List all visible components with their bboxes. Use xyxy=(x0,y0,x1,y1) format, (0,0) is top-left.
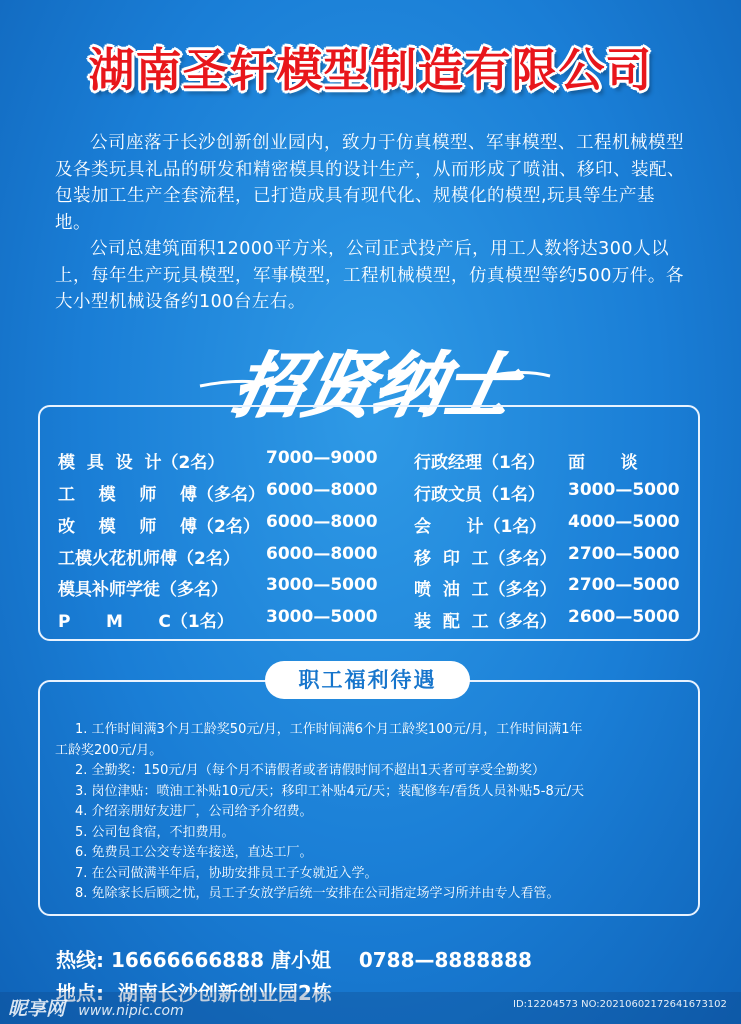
recruit-heading-text: 招贤纳士 xyxy=(226,344,524,427)
job-right-name: 喷 油 工（多名） xyxy=(414,580,557,600)
job-row xyxy=(58,575,698,599)
job-right-name: 移 印 工（多名） xyxy=(414,549,557,569)
job-left-salary: 6000—8000 xyxy=(266,544,378,564)
benefit-item: 6. 免费员工公交专送车接送，直达工厂。 xyxy=(75,845,313,860)
address: 地点: 湖南长沙创新创业园2栋 xyxy=(56,981,332,1005)
job-right-salary: 3000—5000 xyxy=(568,480,680,500)
image-id-text: ID:12204573 NO:20210602172641673102 xyxy=(513,999,727,1010)
job-row xyxy=(58,544,698,568)
benefit-item: 2. 全勤奖：150元/月（每个月不请假者或者请假时间不超出1天者可享受全勤奖） xyxy=(75,763,545,778)
job-right-name: 行政经理（1名） xyxy=(414,453,545,473)
job-left-salary: 3000—5000 xyxy=(266,607,378,627)
job-right-salary: 4000—5000 xyxy=(568,512,680,532)
company-title: 湖南圣轩模型制造有限公司 xyxy=(88,43,653,97)
job-row xyxy=(58,480,698,504)
benefit-item: 3. 岗位津贴：喷油工补贴10元/天；移印工补贴4元/天；装配修车/看货人员补贴5-8元/天 xyxy=(75,783,585,799)
job-right-salary: 2700—5000 xyxy=(568,544,680,564)
job-left-name: 改 模 师 傅（2名） xyxy=(58,517,260,537)
job-left-name: P M C（1名） xyxy=(58,612,234,632)
watermark-url: www.nipic.com xyxy=(78,1003,184,1019)
job-right-name: 装 配 工（多名） xyxy=(414,612,557,632)
job-left-salary: 6000—8000 xyxy=(266,512,378,532)
job-left-salary: 7000—9000 xyxy=(266,448,378,468)
benefit-item: 工龄奖200元/月。 xyxy=(55,742,163,758)
company-intro xyxy=(55,130,690,316)
intro-paragraph-1: 公司座落于长沙创新创业园内，致力于仿真模型、军事模型、工程机械模型及各类玩具礼品的研发和精密模具的设计生产，从而形成了喷油、移印、装配、包装加工生产全套流程，已打造成具有现代化、规模化的模型,玩具等生产基地。 xyxy=(55,133,685,233)
benefits-title: 职工福利待遇 xyxy=(265,661,470,699)
job-right-name: 会 计（1名） xyxy=(414,517,547,537)
benefits-list xyxy=(55,720,687,905)
job-row xyxy=(58,448,698,472)
job-right-salary: 2700—5000 xyxy=(568,575,680,595)
watermark-logo xyxy=(8,994,184,1021)
job-left-name: 工模火花机师傅（2名） xyxy=(58,549,240,569)
benefit-item: 1. 工作时间满3个月工龄奖50元/月，工作时间满6个月工龄奖100元/月，工作时间满1年 xyxy=(75,722,583,737)
intro-paragraph-2: 公司总建筑面积12000平方米，公司正式投产后，用工人数将达300人以上，每年生产玩具模型，军事模型，工程机械模型，仿真模型等约500万件。各大小型机械设备约100台左右。 xyxy=(55,239,684,312)
benefit-item: 5. 公司包食宿，不扣费用。 xyxy=(75,824,235,840)
job-left-salary: 3000—5000 xyxy=(266,575,378,595)
job-row xyxy=(58,607,698,631)
job-left-name: 模具补师学徒（多名） xyxy=(58,580,228,600)
job-right-salary: 2600—5000 xyxy=(568,607,680,627)
job-right-salary: 面 谈 xyxy=(568,453,638,473)
job-left-salary: 6000—8000 xyxy=(266,480,378,500)
job-left-name: 模 具 设 计（2名） xyxy=(58,453,225,473)
job-left-name: 工 模 师 傅（多名） xyxy=(58,485,266,505)
watermark-name: 昵享网 xyxy=(8,998,66,1020)
hotline: 热线: 16666666888 唐小姐 0788—8888888 xyxy=(56,948,532,972)
job-row xyxy=(58,512,698,536)
benefit-item: 8. 免除家长后顾之忧，员工子女放学后统一安排在公司指定场学习所并由专人看管。 xyxy=(75,886,560,901)
benefit-item: 7. 在公司做满半年后，协助安排员工子女就近入学。 xyxy=(75,865,378,881)
job-right-name: 行政文员（1名） xyxy=(414,485,545,505)
benefit-item: 4. 介绍亲朋好友进厂，公司给予介绍费。 xyxy=(75,804,313,819)
